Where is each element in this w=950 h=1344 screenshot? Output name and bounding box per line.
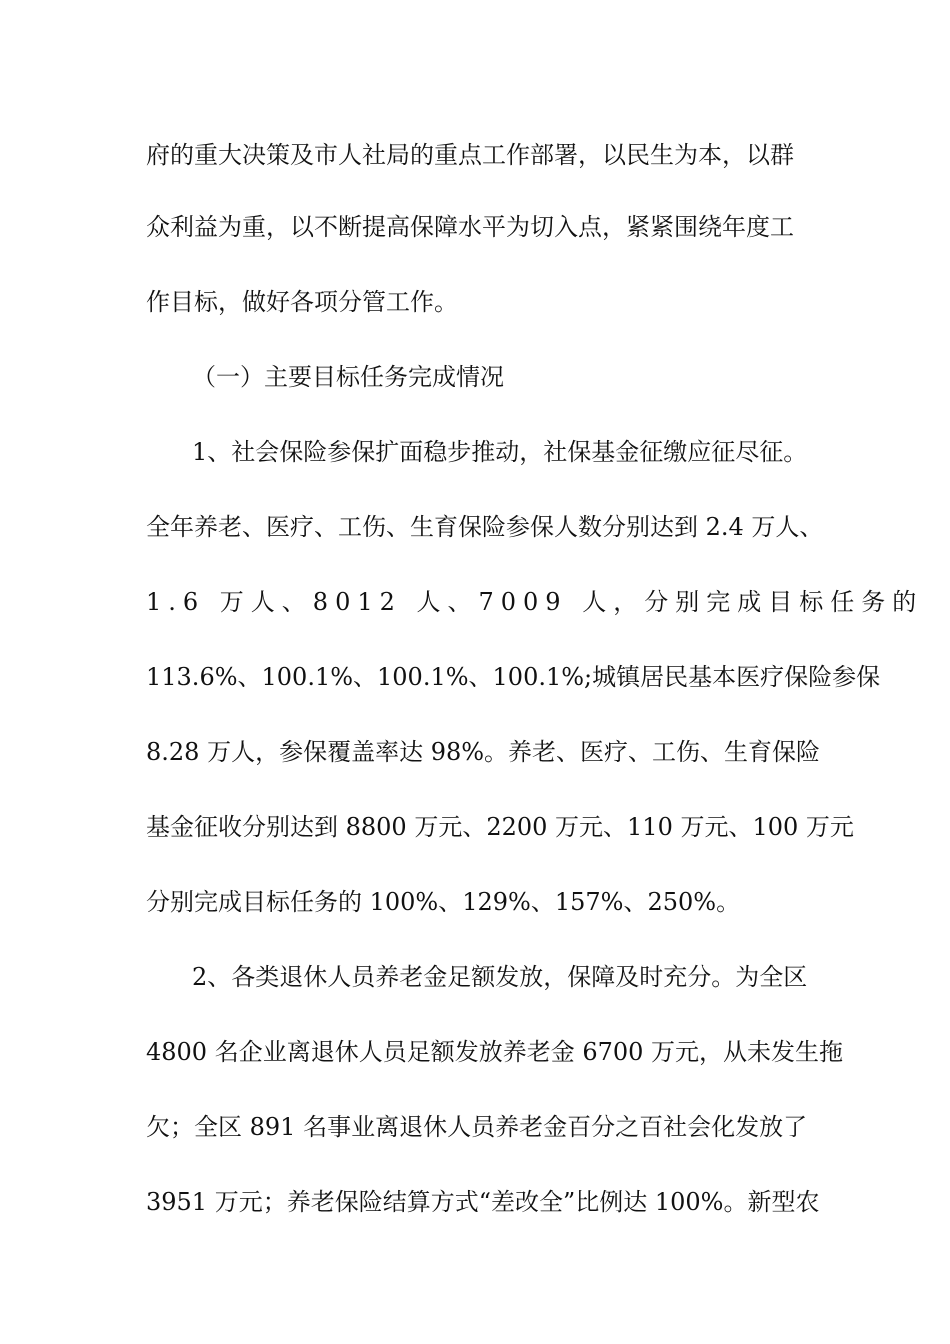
section-heading: （一）主要目标任务完成情况 [192, 363, 504, 391]
paragraph-line-12: 4800 名企业离退休人员足额发放养老金 6700 万元，从未发生拖 [146, 1038, 844, 1066]
paragraph-line-9: 基金征收分别达到 8800 万元、2200 万元、110 万元、100 万元 [146, 813, 854, 841]
paragraph-line-1: 府的重大决策及市人社局的重点工作部署，以民生为本，以群 [146, 141, 794, 169]
paragraph-line-14: 3951 万元；养老保险结算方式“差改全”比例达 100%。新型农 [146, 1188, 820, 1216]
paragraph-line-11: 2、各类退休人员养老金足额发放，保障及时充分。为全区 [192, 963, 808, 991]
paragraph-line-8: 8.28 万人，参保覆盖率达 98%。养老、医疗、工伤、生育保险 [146, 738, 821, 766]
paragraph-line-5: 全年养老、医疗、工伤、生育保险参保人数分别达到 2.4 万人、 [146, 513, 824, 541]
paragraph-line-2: 众利益为重，以不断提高保障水平为切入点，紧紧围绕年度工 [146, 213, 794, 241]
paragraph-line-3: 作目标，做好各项分管工作。 [146, 288, 458, 316]
paragraph-line-10: 分别完成目标任务的 100%、129%、157%、250%。 [146, 888, 741, 916]
paragraph-line-4: 1、社会保险参保扩面稳步推动，社保基金征缴应征尽征。 [192, 438, 808, 466]
paragraph-line-6: 1.6 万人、8012 人、7009 人，分别完成目标任务的 [146, 588, 924, 616]
paragraph-line-7: 113.6%、100.1%、100.1%、100.1%;城镇居民基本医疗保险参保 [146, 663, 881, 691]
paragraph-line-13: 欠；全区 891 名事业离退休人员养老金百分之百社会化发放了 [146, 1113, 808, 1141]
